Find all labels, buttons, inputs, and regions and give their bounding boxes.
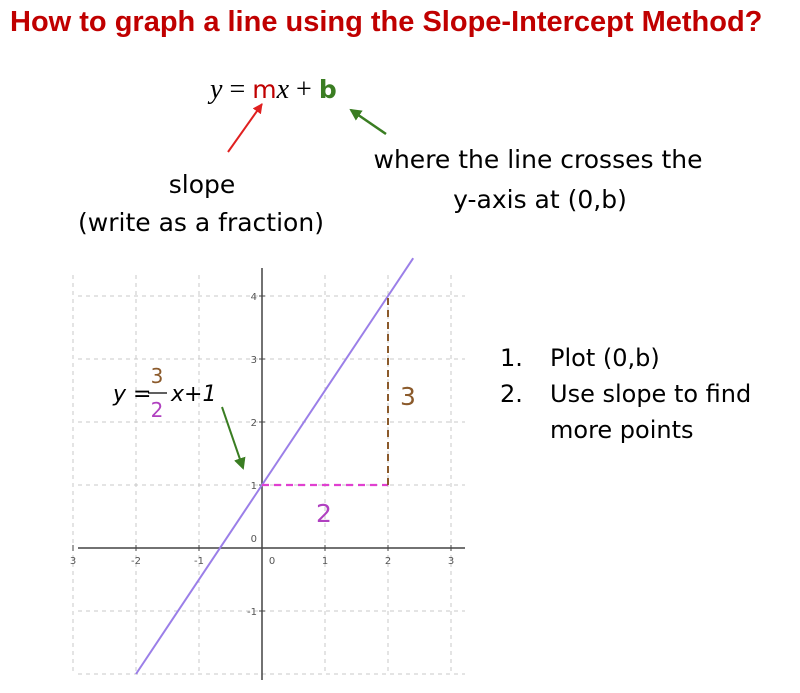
equation-numerator: 3 xyxy=(150,364,164,388)
steps-list xyxy=(500,340,780,448)
slope-label: slope xyxy=(168,170,236,199)
graph-line xyxy=(136,258,413,674)
equation-rhs: x+1 xyxy=(171,382,217,407)
slope-label-note: (write as a fraction) xyxy=(78,208,324,237)
rise-label: 3 xyxy=(400,382,416,411)
formula-m: m xyxy=(252,75,277,104)
page-title: How to graph a line using the Slope-Intercept Method? xyxy=(10,6,763,38)
intercept-label: where the line crosses the xyxy=(373,145,703,174)
list-item xyxy=(500,376,780,448)
x-tick-label: 1 xyxy=(321,556,329,567)
y-tick-label: -1 xyxy=(247,607,257,618)
y-tick-label: 4 xyxy=(250,292,257,303)
y-tick-label: 3 xyxy=(250,355,257,366)
equation-arrow xyxy=(222,407,243,468)
formula-plus: + xyxy=(296,74,312,105)
x-tick-label: 3 xyxy=(69,556,77,567)
slope-arrow xyxy=(228,104,262,152)
x-tick-label: -2 xyxy=(131,556,141,567)
formula-equals: = xyxy=(229,74,246,105)
formula-x: x xyxy=(276,74,290,105)
coordinate-graph xyxy=(70,258,465,680)
formula-b: b xyxy=(318,75,337,104)
x-tick-label: -1 xyxy=(194,556,204,567)
equation-denominator: 2 xyxy=(150,398,164,422)
intercept-label-note: y-axis at (0,b) xyxy=(453,185,627,214)
x-tick-label: 0 xyxy=(268,556,276,567)
equation-lhs: y = xyxy=(113,382,152,407)
run-label: 2 xyxy=(316,499,332,528)
y-tick-label: 1 xyxy=(250,481,257,492)
intercept-arrow xyxy=(351,110,386,134)
x-tick-label: 2 xyxy=(384,556,392,567)
formula-y: y xyxy=(210,74,223,105)
step-text: Use slope to find more points xyxy=(550,380,752,444)
step-number: 1. xyxy=(500,344,523,372)
x-tick-label: 3 xyxy=(447,556,455,567)
graph-equation xyxy=(112,364,216,422)
y-tick-label: 0 xyxy=(250,534,257,545)
y-tick-label: 2 xyxy=(250,418,257,429)
step-number: 2. xyxy=(500,380,523,408)
step-text: Plot (0,b) xyxy=(550,344,660,372)
list-item xyxy=(500,340,780,376)
